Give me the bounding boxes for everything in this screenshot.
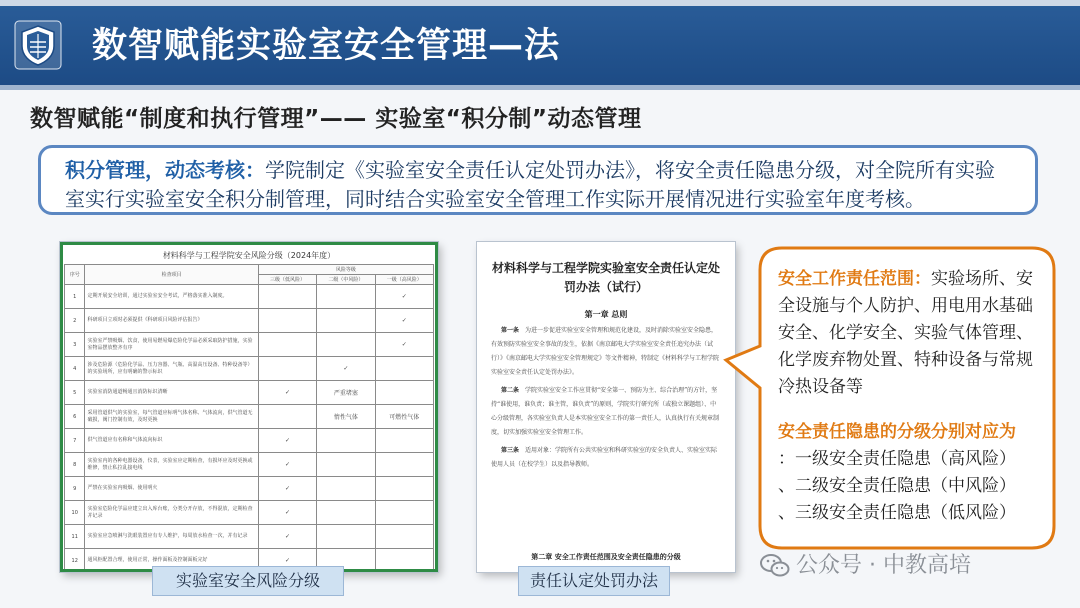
summary-callout [38,145,1038,215]
risk-cell-low: ✓ [258,429,316,453]
risk-cell-high: ✓ [375,285,433,309]
risk-cell-high: ✓ [375,333,433,357]
risk-cell-item: 实验室消防通道畅通且消防标识清晰 [85,381,258,405]
regulation-title: 材料科学与工程学院实验室安全责任认定处罚办法（试行） [491,261,720,294]
risk-cell-high: 可燃性气体 [375,405,433,429]
risk-cell-mid [317,477,375,501]
risk-header-level: 风险等级 [258,265,433,275]
risk-cell-low: ✓ [258,549,316,573]
table-row [65,477,434,501]
risk-cell-item: 实验室应急喷淋与洗眼装置应有专人维护，每周放水检查一次，并有记录 [85,525,258,549]
risk-cell-low [258,357,316,381]
article-text: 学院实验室安全工作应贯彻“安全第一、预防为主、综合治理”的方针，坚持“谁使用，谁负责；谁主管，谁负责”的原则，学院实行研究所（或独立课题组）、中心分级管理，各实验室负责人是本实验室安全工作的第一责任人，认真执行有关规章制度，切实加强实验室安全管理工作。 [491,387,720,436]
responsibility-scope-text [778,266,1048,527]
risk-cell-low: ✓ [258,381,316,405]
risk-grading-document [60,242,438,572]
level-1: ：一级安全责任隐患（高风险） [778,449,1016,469]
article-number: 第二条 [501,387,520,394]
risk-cell-low [258,405,316,429]
risk-cell-mid: ✓ [317,357,375,381]
risk-sheet-title: 材料科学与工程学院安全风险分级（2024年度） [162,251,336,260]
risk-cell-high [375,525,433,549]
risk-cell-mid [317,429,375,453]
risk-table [64,264,434,572]
risk-cell-no: 7 [65,429,85,453]
risk-cell-mid [317,453,375,477]
risk-cell-high [375,549,433,573]
regulation-document-caption: 责任认定处罚办法 [518,566,670,596]
regulation-chapter-heading: 第一章 总则 [584,309,628,319]
risk-cell-no: 12 [65,549,85,573]
summary-text: 学院制定《实验室安全责任认定处罚办法》，将安全责任隐患分级，对全院所有实验室实行实验室安全积分制管理，同时结合实验室安全管理工作实际开展情况进行实验室年度考核。 [65,158,995,211]
risk-cell-mid: 严重堵塞 [317,381,375,405]
risk-cell-item: 供气管道应有名称和气体流向标识 [85,429,258,453]
article-text: 适用对象：学院所有公共实验室和科研实验室的安全负责人、实验室实际使用人员（在校学生）以及指导教师。 [491,447,718,468]
penalty-regulation-document [477,242,735,572]
article-number: 第三条 [501,447,520,454]
risk-cell-mid [317,333,375,357]
regulation-article [491,324,721,380]
table-row [65,309,434,333]
risk-cell-high: ✓ [375,309,433,333]
table-row [65,525,434,549]
regulation-article [491,444,721,472]
risk-cell-no: 5 [65,381,85,405]
table-row [65,285,434,309]
risk-cell-item: 采用管道供气的实验室，每气管道应标明气体名称、气体流向，供气管道无破损，阀门控制有效，及时更换 [85,405,258,429]
level-3: 、三级安全责任隐患（低风险） [778,503,1016,523]
levels-head: 安全责任隐患的分级分别对应为 [778,422,1016,442]
risk-cell-mid [317,285,375,309]
risk-cell-item: 实验室危险化学品应建立出入库台账，分类分开存放，不得混放，定期检查并记录 [85,501,258,525]
risk-cell-item: 科研项目立项时必须提供《科研项目风险评估报告》 [85,309,258,333]
risk-cell-no: 11 [65,525,85,549]
table-row [65,381,434,405]
risk-cell-no: 3 [65,333,85,357]
risk-cell-mid: 惰性气体 [317,405,375,429]
section-subtitle: 数智赋能“制度和执行管理”—— 实验室“积分制”动态管理 [30,106,642,132]
scope-body: 实验场所、安全设施与个人防护、用电用水基础安全、化学安全、实验气体管理、化学废弃物处置、特种设备与常规冷热设备等 [778,269,1033,397]
risk-cell-no: 1 [65,285,85,309]
risk-cell-high [375,501,433,525]
table-row [65,333,434,357]
risk-header-mid: 二级（中风险） [317,275,375,285]
article-number: 第一条 [501,327,520,334]
risk-cell-mid [317,309,375,333]
risk-cell-high [375,429,433,453]
risk-header-no: 序号 [65,265,85,285]
title-bar [0,0,1080,90]
risk-header-item: 检查项目 [85,265,258,285]
watermark [760,550,971,582]
risk-cell-no: 2 [65,309,85,333]
risk-cell-high [375,381,433,405]
risk-cell-item: 实验室内的各种电器设备，仪表，实验室应定期检查，有损坏应及时更换或维修，禁止私拉乱接电线 [85,453,258,477]
risk-header-high: 一级（高风险） [375,275,433,285]
risk-cell-low [258,333,316,357]
risk-cell-low [258,309,316,333]
risk-cell-high [375,453,433,477]
risk-cell-no: 8 [65,453,85,477]
university-shield-logo [14,20,62,70]
risk-cell-item: 定期开展安全培训，通过实验室安全考试，严格落实准入制度。 [85,285,258,309]
regulation-chapter-footer: 第二章 安全工作责任范围及安全责任隐患的分级 [531,552,681,561]
risk-cell-low [258,285,316,309]
title-bar-top-stripe [0,0,1080,6]
article-text: 为进一步促进实验室安全管理和规范化建设，及时消除实验室安全隐患，有效预防实验室安全事故的发生，依据《南京邮电大学实验室安全责任追究办法（试行）》《南京邮电大学实验室安全管理规定》等文件精神，特制定《材料科学与工程学院实验室安全责任认定处罚办法》。 [491,327,720,376]
risk-cell-no: 10 [65,501,85,525]
risk-cell-low: ✓ [258,477,316,501]
risk-cell-high [375,477,433,501]
wechat-icon [760,553,790,579]
scope-paragraph [778,266,1048,401]
risk-header-low: 三级（低风险） [258,275,316,285]
risk-cell-item: 通风柜配置合理，使用正常，操作面板及控制面板完好 [85,549,258,573]
table-row [65,405,434,429]
risk-cell-mid [317,501,375,525]
risk-cell-item: 涉及危险源（危险化学品、压力容器、气瓶、高温高压设备、特种设备等）的实验场所，应有明确的警示标识 [85,357,258,381]
page-title: 数智赋能实验室安全管理—法 [92,26,561,66]
risk-cell-no: 9 [65,477,85,501]
scope-head: 安全工作责任范围： [778,269,931,289]
risk-table-body [65,285,434,573]
risk-cell-item: 严禁在实验室内吸烟、使用明火 [85,477,258,501]
regulation-article [491,384,721,440]
risk-cell-low: ✓ [258,501,316,525]
watermark-text: 公众号 · 中教高培 [796,553,971,578]
risk-cell-no: 4 [65,357,85,381]
table-row [65,357,434,381]
table-row [65,429,434,453]
risk-cell-item: 实验室严禁吸烟、饮食，使用易燃易爆危险化学品必须采取防护措施，实验室物品摆放整齐有序 [85,333,258,357]
summary-lead: 积分管理，动态考核： [65,158,265,182]
risk-cell-high [375,357,433,381]
table-row [65,453,434,477]
risk-cell-no: 6 [65,405,85,429]
risk-document-caption: 实验室安全风险分级 [152,566,344,596]
risk-cell-low: ✓ [258,525,316,549]
level-2: 、二级安全责任隐患（中风险） [778,476,1016,496]
table-row [65,501,434,525]
title-bar-bottom-stripe [0,85,1080,90]
risk-cell-mid [317,525,375,549]
risk-cell-low: ✓ [258,453,316,477]
